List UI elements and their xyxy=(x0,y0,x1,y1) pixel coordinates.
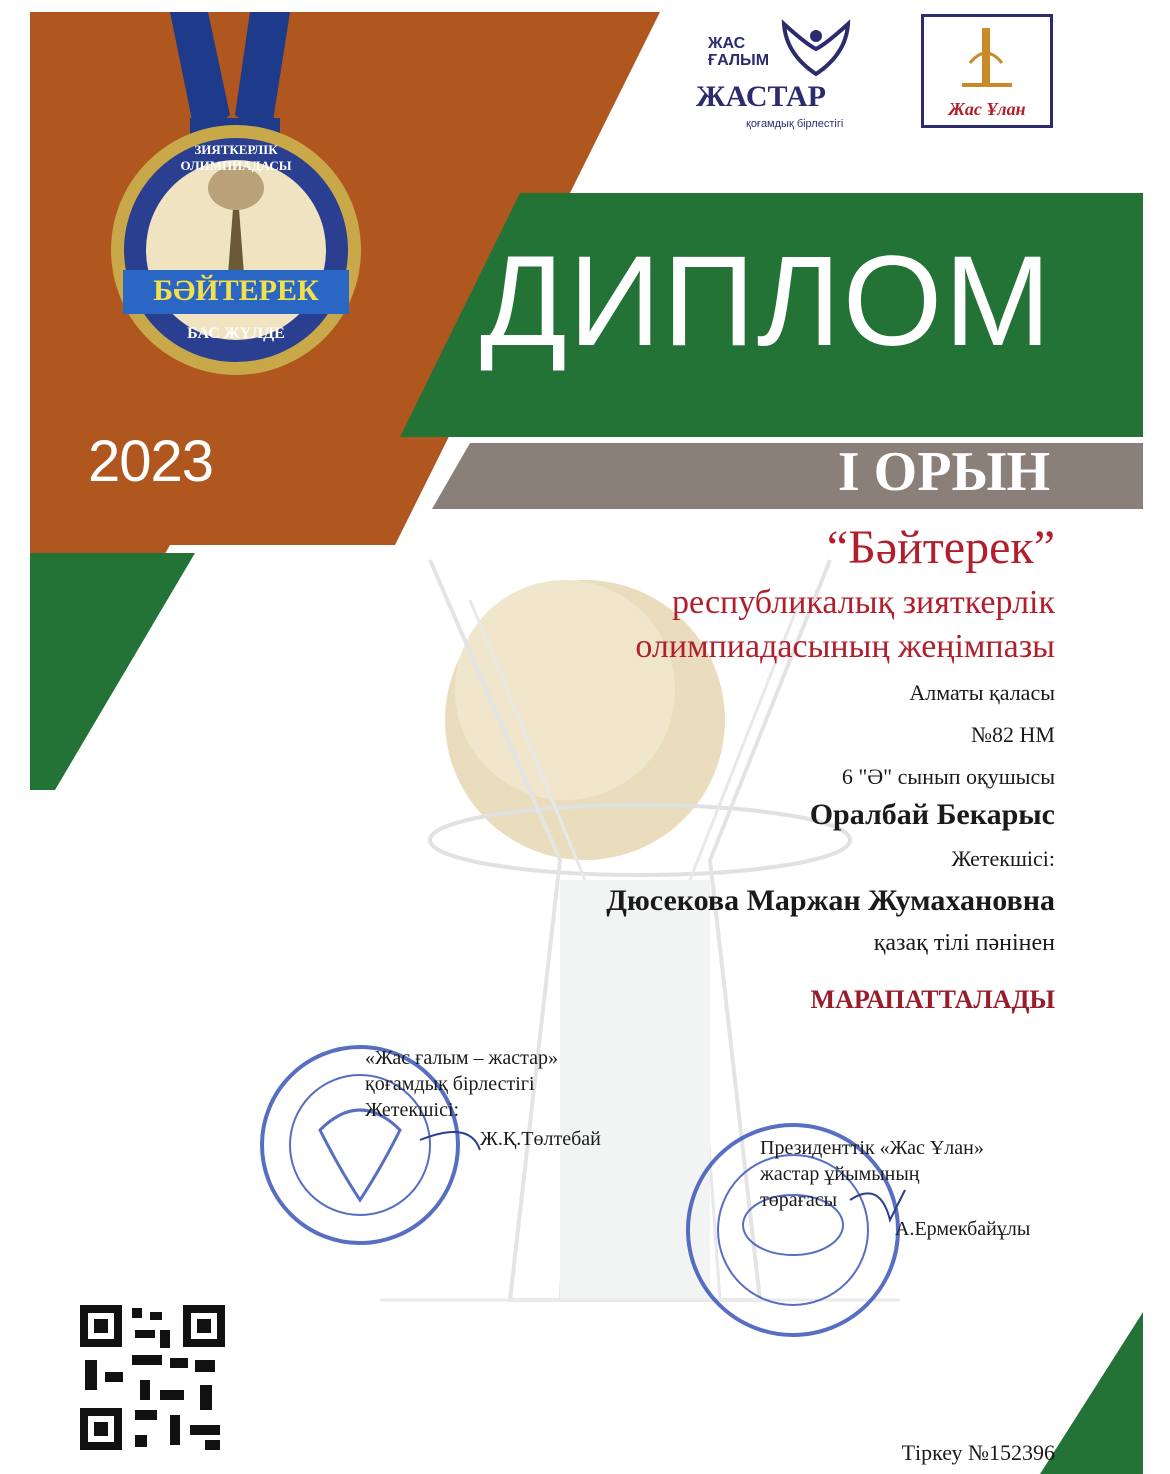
logo1-line3: ЖАСТАР xyxy=(696,80,827,113)
sig-right-line1: Президенттік «Жас Ұлан» xyxy=(760,1137,984,1159)
logo2-caption: Жас Ұлан xyxy=(948,99,1026,119)
grade: 6 "Ә" сынып оқушысы xyxy=(841,764,1055,789)
sig-right-line3: төрағасы xyxy=(760,1189,838,1211)
logo1-line1: ЖАС xyxy=(708,35,746,52)
signature-block-right xyxy=(760,1135,984,1213)
signature-block-left xyxy=(365,1045,558,1123)
logo1-line2: ҒАЛЫМ xyxy=(708,51,770,69)
supervisor-name: Дюсекова Маржан Жумахановна xyxy=(606,884,1055,917)
subject: қазақ тілі пәнінен xyxy=(873,930,1055,956)
place-label: І ОРЫН xyxy=(837,441,1050,503)
school: №82 НМ xyxy=(971,722,1055,747)
year-label: 2023 xyxy=(88,429,214,494)
medal-arc-bottom: БАС ЖҮЛДЕ xyxy=(187,325,285,342)
registration-number: Тіркеу №152396 xyxy=(901,1440,1055,1465)
zhas-ulan-logo xyxy=(921,14,1053,128)
sig-left-line3: Жетекшісі: xyxy=(365,1099,460,1121)
sig-right-name: А.Ермекбайұлы xyxy=(895,1218,1031,1240)
sig-right-line2: жастар ұйымының xyxy=(760,1163,920,1185)
medal-banner: БӘЙТЕРЕК xyxy=(153,274,319,307)
zhas-galym-logo xyxy=(696,14,866,130)
award-text: МАРАПАТТАЛАДЫ xyxy=(810,985,1055,1014)
competition-name: “Бәйтерек” xyxy=(826,521,1055,574)
medal-arc-top: ЗИЯТКЕРЛІК ОЛИМПИАДАСЫ xyxy=(180,142,292,173)
supervisor-label: Жетекшісі: xyxy=(951,846,1055,871)
competition-line2: олимпиадасының жеңімпазы xyxy=(635,628,1055,665)
city: Алматы қаласы xyxy=(909,680,1055,705)
sig-left-line1: «Жас ғалым – жастар» xyxy=(365,1047,558,1069)
student-name: Оралбай Бекарыс xyxy=(809,798,1055,831)
competition-line1: республикалық зияткерлік xyxy=(672,584,1055,621)
eagle-icon xyxy=(776,14,856,84)
monument-icon xyxy=(952,23,1022,93)
sig-left-line2: қоғамдық бірлестігі xyxy=(365,1073,535,1095)
diploma-title: ДИПЛОМ xyxy=(480,230,1053,373)
qr-code xyxy=(80,1305,225,1450)
sig-left-name: Ж.Қ.Төлтебай xyxy=(480,1128,601,1150)
logo1-caption: қоғамдық бірлестігі xyxy=(746,118,844,130)
